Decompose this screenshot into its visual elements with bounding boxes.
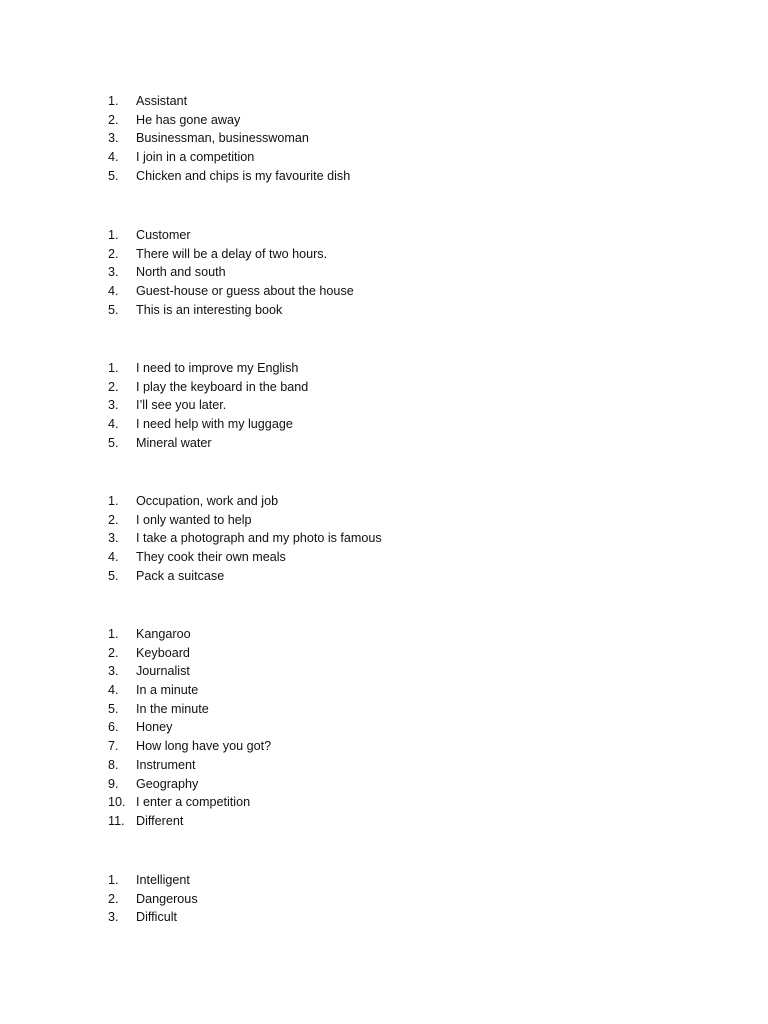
numbered-list-3: [108, 359, 308, 452]
list-item: [108, 111, 350, 130]
list-item: [108, 644, 271, 663]
list-item: [108, 492, 382, 511]
list-item: [108, 359, 308, 378]
list-item: [108, 529, 382, 548]
item-text: Intelligent: [136, 873, 190, 887]
item-number: 2.: [108, 512, 119, 527]
item-text: I play the keyboard in the band: [136, 379, 309, 394]
list-item: [108, 167, 350, 186]
item-text: They cook their own meals: [136, 550, 286, 565]
item-text: North and south: [136, 265, 226, 280]
numbered-list-2: [108, 226, 354, 319]
list-item: [108, 700, 271, 719]
list-item: [108, 793, 271, 812]
numbered-list-6: [108, 871, 198, 927]
item-number: 11.: [108, 813, 125, 828]
item-text: I enter a competition: [136, 795, 251, 810]
item-number: 8.: [108, 757, 119, 772]
item-number: 2.: [108, 645, 119, 660]
item-text: Guest-house or guess about the house: [136, 284, 354, 299]
item-number: 4.: [108, 417, 119, 432]
item-text: Keyboard: [136, 645, 190, 660]
list-item: [108, 548, 382, 567]
list-item: [108, 148, 350, 167]
item-number: 1.: [108, 627, 119, 641]
list-item: [108, 737, 271, 756]
item-text: Honey: [136, 720, 173, 735]
item-text: I’ll see you later.: [136, 398, 227, 413]
item-text: Mineral water: [136, 435, 212, 450]
list-item: [108, 282, 354, 301]
list-item: [108, 662, 271, 681]
item-text: In a minute: [136, 683, 199, 698]
list-item: [108, 245, 354, 264]
list-item: [108, 263, 354, 282]
item-text: Chicken and chips is my favourite dish: [136, 168, 351, 183]
list-item: [108, 434, 308, 453]
item-number: 4.: [108, 683, 119, 698]
list-item: [108, 908, 198, 927]
item-text: This is an interesting book: [136, 302, 283, 317]
list-item: [108, 775, 271, 794]
item-text: Customer: [136, 228, 191, 242]
list-item: [108, 567, 382, 586]
list-item: [108, 511, 382, 530]
list-item: [108, 718, 271, 737]
list-item: [108, 396, 308, 415]
item-number: 10.: [108, 795, 126, 810]
list-item: [108, 92, 350, 111]
item-text: In the minute: [136, 701, 209, 716]
item-number: 3.: [108, 910, 119, 925]
item-number: 1.: [108, 228, 119, 242]
item-text: Businessman, businesswoman: [136, 131, 309, 146]
item-text: Dangerous: [136, 891, 198, 906]
item-number: 3.: [108, 531, 119, 546]
item-number: 3.: [108, 664, 119, 679]
item-text: Assistant: [136, 94, 188, 108]
item-text: He has gone away: [136, 112, 241, 127]
item-number: 1.: [108, 94, 119, 108]
list-item: [108, 812, 271, 831]
list-item: [108, 378, 308, 397]
item-number: 4.: [108, 150, 119, 165]
list-item: [108, 890, 198, 909]
numbered-list-4: [108, 492, 382, 585]
item-text: There will be a delay of two hours.: [136, 246, 328, 261]
item-number: 5.: [108, 568, 119, 583]
item-number: 5.: [108, 302, 119, 317]
item-text: Pack a suitcase: [136, 568, 225, 583]
list-item: [108, 226, 354, 245]
item-number: 2.: [108, 246, 119, 261]
list-item: [108, 756, 271, 775]
item-number: 5.: [108, 435, 119, 450]
item-number: 4.: [108, 284, 119, 299]
item-number: 1.: [108, 361, 119, 375]
item-number: 2.: [108, 112, 119, 127]
item-number: 3.: [108, 265, 119, 280]
item-number: 5.: [108, 168, 119, 183]
numbered-list-5: [108, 625, 271, 831]
item-number: 2.: [108, 891, 119, 906]
item-number: 4.: [108, 550, 119, 565]
list-item: [108, 681, 271, 700]
item-text: Instrument: [136, 757, 196, 772]
item-text: Occupation, work and job: [136, 494, 279, 508]
item-number: 9.: [108, 776, 119, 791]
item-text: Different: [136, 813, 184, 828]
item-number: 3.: [108, 398, 119, 413]
item-number: 7.: [108, 739, 119, 754]
item-text: I take a photograph and my photo is famous: [136, 531, 382, 546]
item-text: Difficult: [136, 910, 178, 925]
item-text: Kangaroo: [136, 627, 191, 641]
item-text: I need to improve my English: [136, 361, 299, 375]
list-item: [108, 415, 308, 434]
item-text: I only wanted to help: [136, 512, 252, 527]
item-number: 3.: [108, 131, 119, 146]
item-number: 1.: [108, 873, 119, 887]
list-item: [108, 129, 350, 148]
item-text: Geography: [136, 776, 199, 791]
item-text: I need help with my luggage: [136, 417, 293, 432]
list-item: [108, 625, 271, 644]
item-text: How long have you got?: [136, 739, 272, 754]
item-number: 5.: [108, 701, 119, 716]
list-item: [108, 301, 354, 320]
item-text: I join in a competition: [136, 150, 255, 165]
numbered-list-1: [108, 92, 350, 185]
item-number: 2.: [108, 379, 119, 394]
item-number: 1.: [108, 494, 119, 508]
item-text: Journalist: [136, 664, 190, 679]
list-item: [108, 871, 198, 890]
item-number: 6.: [108, 720, 119, 735]
